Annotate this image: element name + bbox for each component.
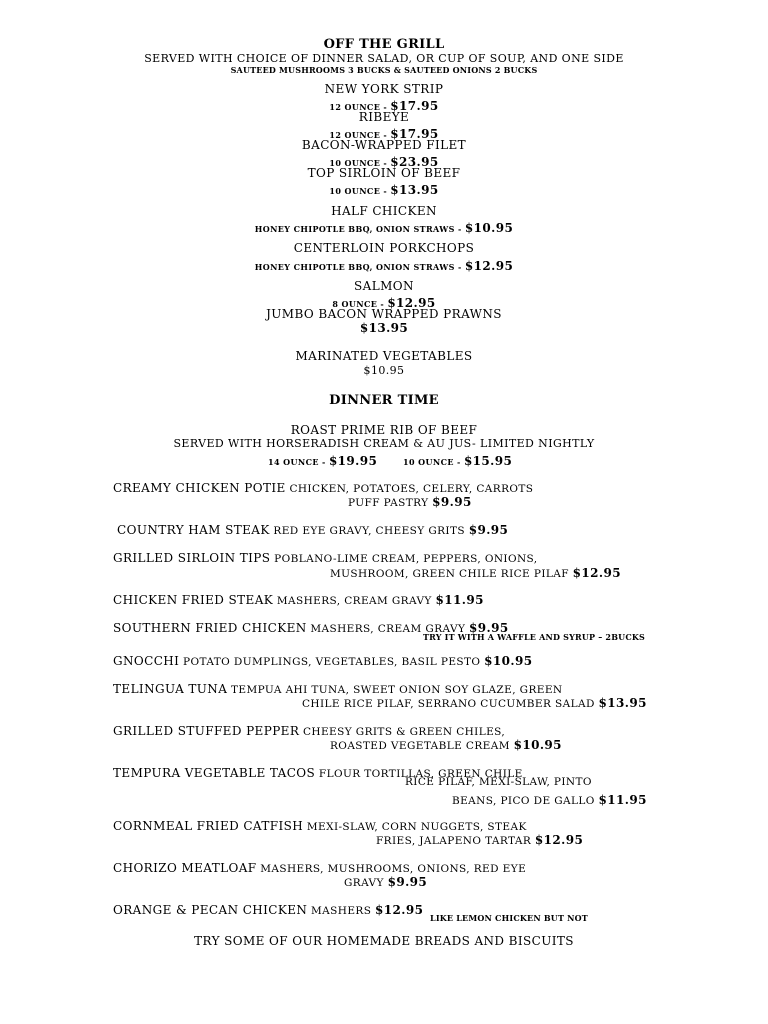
prime-rib-desc: SERVED WITH HORSERADISH CREAM & AU JUS- LIMITED NIGHTLY: [173, 437, 595, 450]
stuffed-pepper-price: $10.95: [513, 738, 562, 752]
bacon-wrapped-filet-price: $23.95: [390, 155, 439, 169]
prime-rib-price-10oz: [403, 452, 512, 468]
stuffed-pepper-name: GRILLED STUFFED PEPPER: [113, 724, 300, 738]
salmon-price: $12.95: [387, 296, 436, 310]
prime-rib-price-14oz: [268, 452, 377, 468]
chicken-fried-steak-line: [113, 591, 484, 607]
gnocchi-name: GNOCCHI: [113, 654, 180, 668]
prime-rib-price-1: $19.95: [328, 454, 378, 468]
catfish-price: $12.95: [534, 833, 584, 847]
stuffed-pepper-desc2: ROASTED VEGETABLE CREAM: [330, 740, 514, 752]
porkchops-price-line: [0, 257, 768, 273]
vegetable-tacos-desc2: RICE PILAF, MEXI-SLAW, PINTO: [405, 776, 592, 788]
vegetable-tacos-price: $11.95: [598, 793, 647, 807]
chicken-potie-name: CREAMY CHICKEN POTIE: [113, 481, 286, 495]
top-sirloin-size: 10 OUNCE -: [329, 186, 391, 196]
new-york-strip-size: 12 OUNCE -: [329, 102, 391, 112]
salmon-name: SALMON: [354, 279, 414, 293]
top-sirloin-price-line: [0, 181, 768, 197]
meatloaf-price: $9.95: [387, 875, 428, 889]
porkchops-desc: HONEY CHIPOTLE BBQ, ONION STRAWS -: [254, 262, 465, 272]
country-ham-price: $9.95: [468, 523, 509, 537]
bacon-wrapped-filet-size: 10 OUNCE -: [329, 158, 391, 168]
chicken-potie-desc2: PUFF PASTRY: [348, 497, 433, 509]
ribeye-name: RIBEYE: [358, 110, 410, 124]
orange-pecan-chicken-desc: MASHERS: [307, 905, 376, 917]
telingua-tuna-line2: [302, 694, 647, 710]
ribeye-size: 12 OUNCE -: [329, 130, 391, 140]
top-sirloin-price: $13.95: [390, 183, 439, 197]
stuffed-pepper-desc1: CHEESY GRITS & GREEN CHILES,: [299, 726, 506, 738]
telingua-tuna-name: TELINGUA TUNA: [113, 682, 228, 696]
chicken-fried-steak-price: $11.95: [435, 593, 484, 607]
new-york-strip-price: $17.95: [390, 99, 439, 113]
grill-served-note: SERVED WITH CHOICE OF DINNER SALAD, OR CUP OF SOUP, AND ONE SIDE: [144, 52, 624, 65]
telingua-tuna-desc2: CHILE RICE PILAF, SERRANO CUCUMBER SALAD: [302, 698, 599, 710]
telingua-tuna-desc1: TEMPUA AHI TUNA, SWEET ONION SOY GLAZE, GREEN: [227, 684, 563, 696]
gnocchi-price: $10.95: [484, 654, 533, 668]
chicken-potie-line2: [348, 493, 472, 509]
prime-rib-price-2: $15.95: [463, 454, 513, 468]
orange-pecan-chicken-price: $12.95: [375, 903, 424, 917]
chicken-fried-steak-desc: MASHERS, CREAM GRAVY: [273, 595, 436, 607]
chicken-fried-steak-name: CHICKEN FRIED STEAK: [113, 593, 274, 607]
stuffed-pepper-line2: [330, 736, 562, 752]
catfish-desc2: FRIES, JALAPENO TARTAR: [376, 835, 535, 847]
southern-fried-chicken-price: $9.95: [469, 621, 509, 635]
gnocchi-line: [113, 652, 532, 668]
catfish-desc1: MEXI-SLAW, CORN NUGGETS, STEAK: [303, 821, 527, 833]
orange-pecan-chicken-note: LIKE LEMON CHICKEN BUT NOT: [430, 913, 588, 923]
marinated-vegetables-price: $10.95: [363, 364, 405, 377]
half-chicken-desc: HONEY CHIPOTLE BBQ, ONION STRAWS -: [254, 224, 465, 234]
meatloaf-desc1: MASHERS, MUSHROOMS, ONIONS, RED EYE: [256, 863, 527, 875]
catfish-name: CORNMEAL FRIED CATFISH: [113, 819, 304, 833]
orange-pecan-chicken-name: ORANGE & PECAN CHICKEN: [113, 903, 308, 917]
prawns-price: $13.95: [359, 321, 409, 335]
vegetable-tacos-desc3: BEANS, PICO DE GALLO: [452, 795, 599, 807]
meatloaf-line1: [113, 859, 526, 875]
vegetable-tacos-desc1: FLOUR TORTILLAS, GREEN CHILE: [315, 768, 523, 780]
sirloin-tips-name: GRILLED SIRLOIN TIPS: [113, 551, 271, 565]
ribeye-price: $17.95: [390, 127, 439, 141]
country-ham-line: [117, 521, 508, 537]
telingua-tuna-price: $13.95: [598, 696, 647, 710]
meatloaf-desc2: GRAVY: [344, 877, 388, 889]
porkchops-price: $12.95: [464, 259, 514, 273]
prime-rib-size-14oz: 14 OUNCE -: [268, 457, 329, 467]
southern-fried-chicken-note: TRY IT WITH A WAFFLE AND SYRUP – 2BUCKS: [423, 632, 646, 642]
top-sirloin-name: TOP SIRLOIN OF BEEF: [307, 166, 461, 180]
chicken-potie-price: $9.95: [432, 495, 472, 509]
country-ham-desc: RED EYE GRAVY, CHEESY GRITS: [269, 525, 469, 537]
half-chicken-price-line: [0, 219, 768, 235]
sirloin-tips-desc1: POBLANO-LIME CREAM, PEPPERS, ONIONS,: [270, 553, 538, 565]
salmon-size: 8 OUNCE -: [332, 299, 388, 309]
vegetable-tacos-name: TEMPURA VEGETABLE TACOS: [113, 766, 316, 780]
bacon-wrapped-filet-name: BACON-WRAPPED FILET: [301, 138, 467, 152]
southern-fried-chicken-desc: MASHERS, CREAM GRAVY: [306, 623, 470, 635]
half-chicken-price: $10.95: [464, 221, 514, 235]
prawns-name: JUMBO BACON WRAPPED PRAWNS: [266, 307, 502, 321]
southern-fried-chicken-name: SOUTHERN FRIED CHICKEN: [113, 621, 307, 635]
porkchops-name: CENTERLOIN PORKCHOPS: [293, 241, 475, 255]
gnocchi-desc: POTATO DUMPLINGS, VEGETABLES, BASIL PESTO: [179, 656, 485, 668]
grill-addons-note: SAUTEED MUSHROOMS 3 BUCKS & SAUTEED ONIONS 2 BUCKS: [230, 65, 538, 75]
catfish-line2: [376, 831, 583, 847]
chicken-potie-desc1: CHICKEN, POTATOES, CELERY, CARROTS: [285, 483, 534, 495]
sirloin-tips-line2: [330, 564, 621, 580]
meatloaf-name: CHORIZO MEATLOAF: [113, 861, 257, 875]
marinated-vegetables-name: MARINATED VEGETABLES: [295, 349, 473, 363]
orange-pecan-chicken-line: [113, 901, 423, 917]
grill-title: OFF THE GRILL: [323, 37, 445, 52]
footer-breads-note: TRY SOME OF OUR HOMEMADE BREADS AND BISCUITS: [194, 934, 574, 948]
prime-rib-size-10oz: 10 OUNCE -: [403, 457, 464, 467]
sirloin-tips-price: $12.95: [572, 566, 621, 580]
prime-rib-name: ROAST PRIME RIB OF BEEF: [290, 423, 478, 437]
dinner-title: DINNER TIME: [329, 393, 439, 408]
meatloaf-line2: [344, 873, 427, 889]
new-york-strip-name: NEW YORK STRIP: [324, 82, 444, 96]
vegetable-tacos-line3: [452, 791, 647, 807]
sirloin-tips-line1: [113, 549, 538, 565]
sirloin-tips-desc2: MUSHROOM, GREEN CHILE RICE PILAF: [330, 568, 573, 580]
half-chicken-name: HALF CHICKEN: [331, 204, 437, 218]
country-ham-name: COUNTRY HAM STEAK: [117, 523, 270, 537]
